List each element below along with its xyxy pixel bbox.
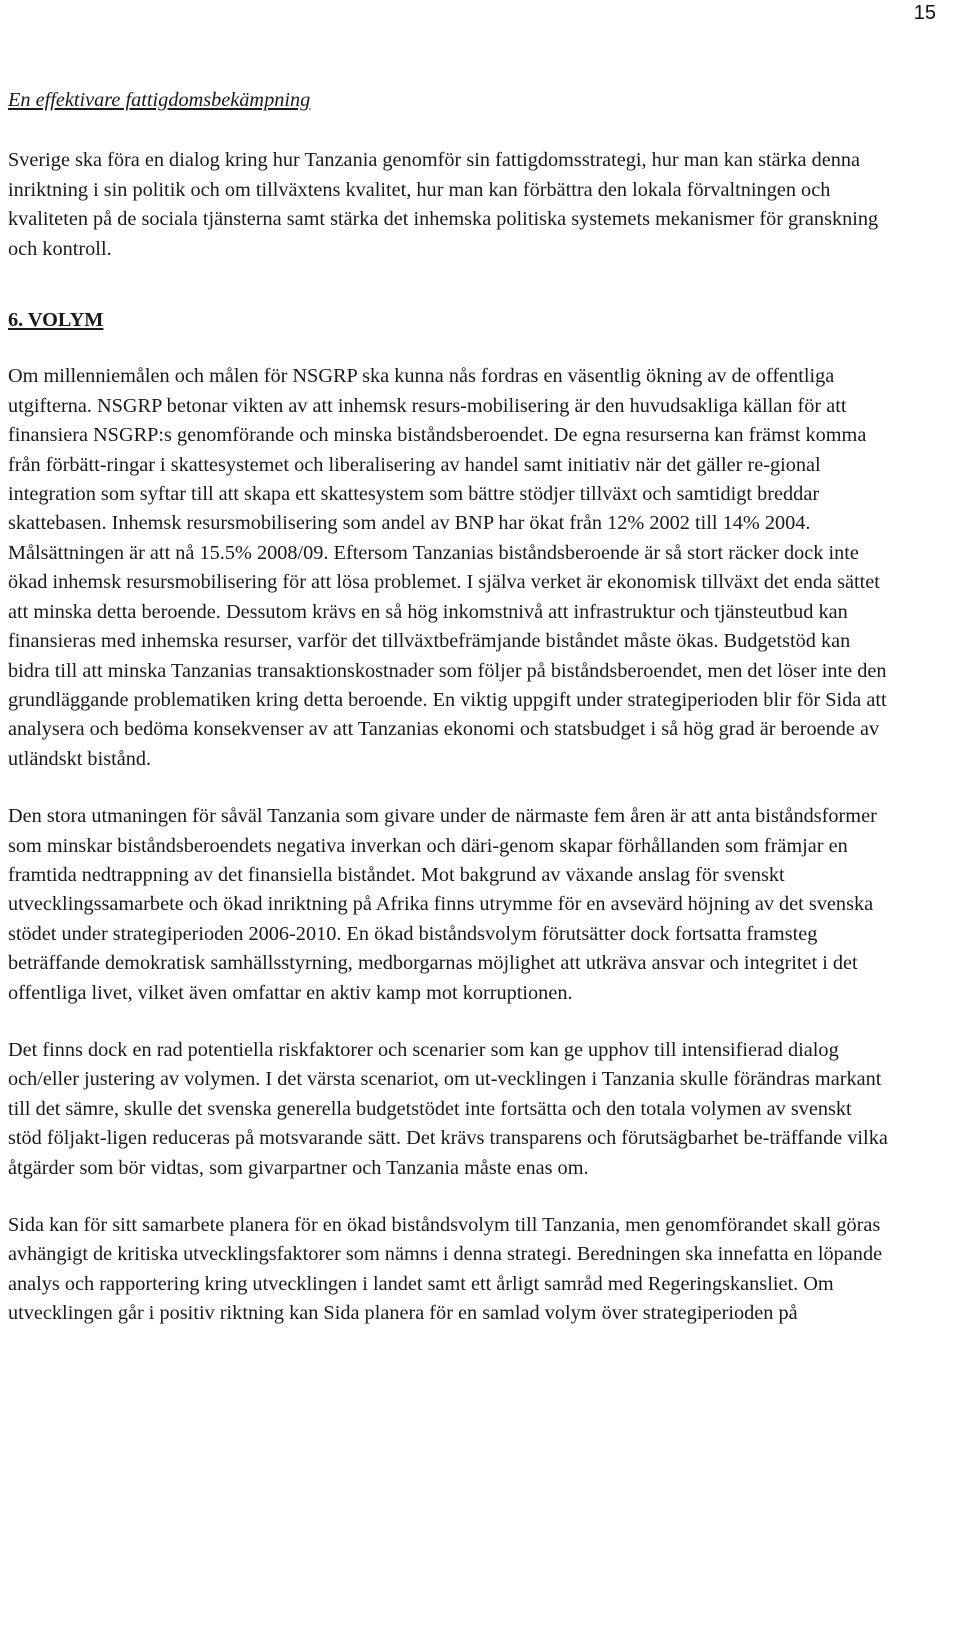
paragraph-planning: Sida kan för sitt samarbete planera för en ökad biståndsvolym till Tanzania, men genomförandet skall göras avhängigt de kritiska utvecklingsfaktorer som nämns i denna strategi. Beredningen ska innefatta en löpande analys och rapportering kring utvecklingen i landet samt ett årligt samråd med Regeringskansliet. Om utvecklingen går i positiv riktning kan Sida planera för en samlad volym över strategiperioden på — [8, 1214, 883, 1325]
subheading: En effektivare fattigdomsbekämpning — [8, 89, 311, 111]
section-heading: 6. VOLYM — [8, 309, 104, 332]
paragraph-challenge: Den stora utmaningen för såväl Tanzania som givare under de närmaste fem åren är att anta biståndsformer som minskar biståndsberoendets negativa inverkan och däri-genom skapar förhållanden som främjar en framtida nedtrappning av det finansiella biståndet. Mot bakgrund av växande anslag för svenskt utvecklingssamarbete och ökad inriktning på Afrika finns utrymme för en avsevärd höjning av det svenska stödet under strategiperioden 2006-2010. En ökad biståndsvolym förutsätter dock fortsatta framsteg beträffande demokratisk samhällsstyrning, medborgarnas möjlighet att utkräva ansvar och integritet i det offentliga livet, vilket även omfattar en aktiv kamp mot korruptionen. — [8, 805, 877, 1004]
document-body — [8, 86, 888, 1357]
intro-paragraph: Sverige ska föra en dialog kring hur Tanzania genomför sin fattigdomsstrategi, hur man kan stärka denna inriktning i sin politik och om tillväxtens kvalitet, hur man kan förbättra den lokala förvaltningen och kvaliteten på de sociala tjänsterna samt stärka det inhemska politiska systemets mekanismer för granskning och kontroll. — [8, 149, 879, 260]
page-number: 15 — [913, 2, 936, 24]
paragraph-risk-factors: Det finns dock en rad potentiella riskfaktorer och scenarier som kan ge upphov till intensifierad dialog och/eller justering av volymen. I det värsta scenariot, om ut-vecklingen i Tanzania skulle förändras markant till det sämre, skulle det svenska generella budgetstödet inte fortsätta och den totala volymen av svenskt stöd följakt-ligen reduceras på motsvarande sätt. Det krävs transparens och förutsägbarhet be-träffande vilka åtgärder som bör vidtas, som givarpartner och Tanzania måste enas om. — [8, 1038, 888, 1179]
paragraph-financing: Om millenniemålen och målen för NSGRP ska kunna nås fordras en väsentlig ökning av de offentliga utgifterna. NSGRP betonar vikten av att inhemsk resurs-mobilisering är den huvudsakliga källan för att finansiera NSGRP:s genomförande och minska biståndsberoendet. De egna resurserna kan främst komma från förbätt-ringar i skattesystemet och liberalisering av handel samt initiativ när det gäller re-gional integration som syftar till att skapa ett skattesystem som bättre stödjer tillväxt och samtidigt breddar skattebasen. Inhemsk resursmobilisering som andel av BNP har ökat från 12% 2002 till 14% 2004. Målsättningen är att nå 15.5% 2008/09. Eftersom Tanzanias biståndsberoende är så stort räcker dock inte ökad inhemsk resursmobilisering för att lösa problemet. I själva verket är ekonomisk tillväxt det enda sättet att minska detta beroende. Dessutom krävs en så hög inkomstnivå att infrastruktur och tjänsteutbud kan finansieras med inhemska resurser, varför det tillväxtbefrämjande biståndet måste ökas. Budgetstöd kan bidra till att minska Tanzanias transaktionskostnader som följer på biståndsberoendet, men det löser inte den grundläggande problematiken kring detta beroende. En viktig uppgift under strategiperioden blir för Sida att analysera och bedöma konsekvenser av att Tanzanias ekonomi och statsbudget i så hög grad är beroende av utländskt bistånd. — [8, 365, 887, 770]
